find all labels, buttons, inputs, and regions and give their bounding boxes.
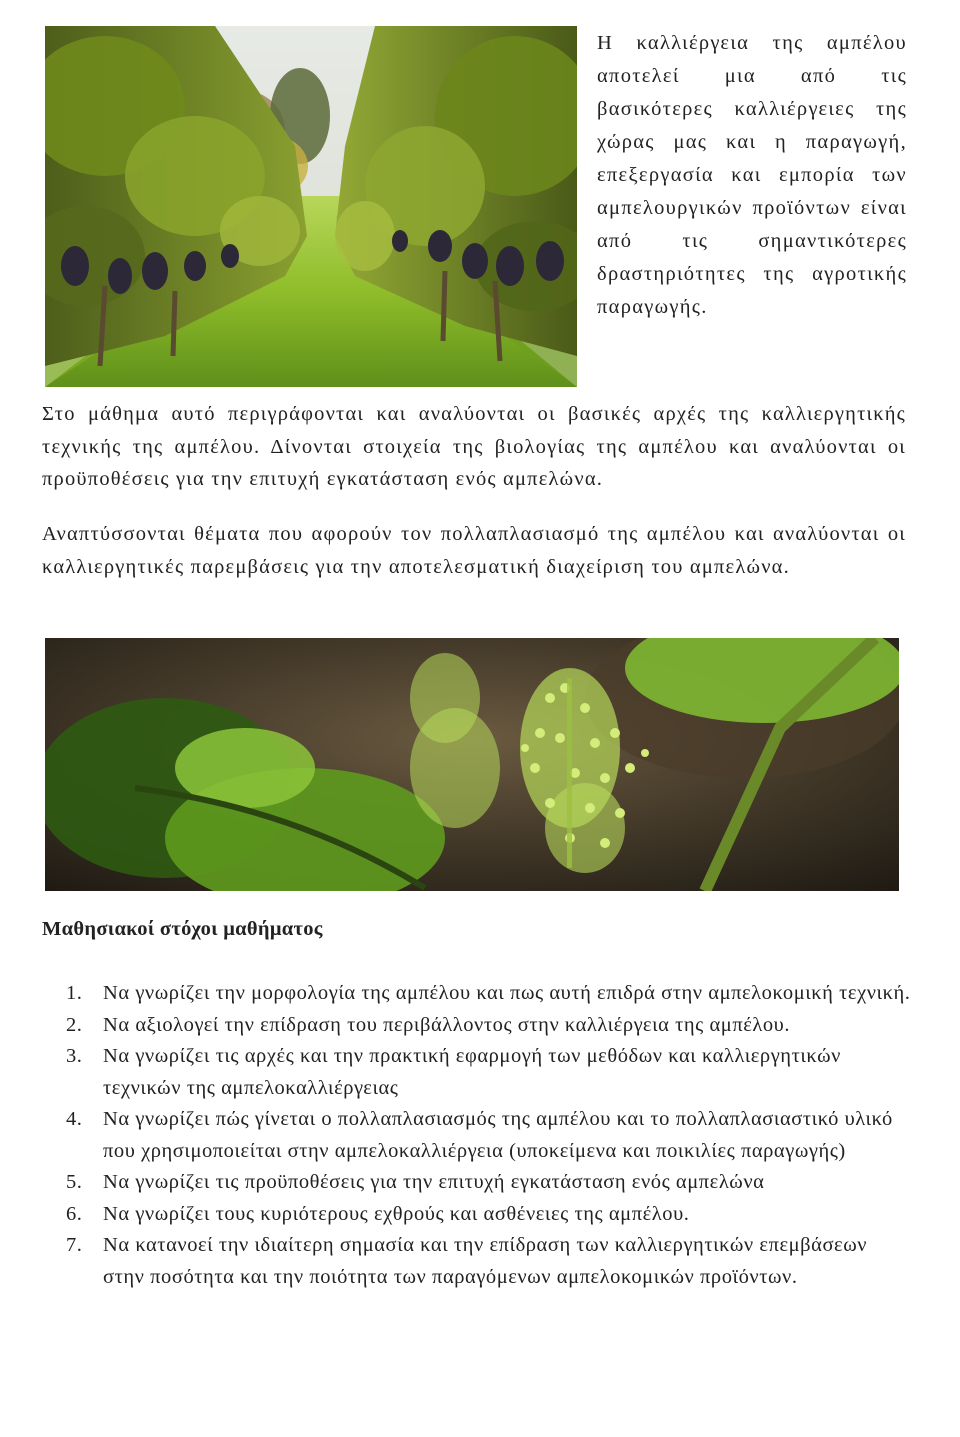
paragraph-propagation: Αναπτύσσονται θέματα που αφορούν τον πολλαπλασιασμό της αμπέλου και αναλύονται οι καλλιεργητικές παρεμβάσεις για την αποτελεσματική διαχείριση του αμπελώνα. <box>42 523 906 578</box>
goal-text: Να κατανοεί την ιδιαίτερη σημασία και την επίδραση των καλλιεργητικών επεμβάσεων στην ποσότητα και την ποιότητα των παραγόμενων αμπελοκομικών προϊόντων. <box>103 1234 868 1288</box>
paragraph-overview: Στο μάθημα αυτό περιγράφονται και αναλύονται οι βασικές αρχές της καλλιεργητικής τεχνικής της αμπέλου. Δίνονται στοιχεία της βιολογίας της αμπέλου και αναλύονται οι προϋποθέσεις για την επιτυχή εγκατάσταση ενός αμπελώνα. <box>42 403 906 490</box>
goal-text: Να γνωρίζει πώς γίνεται ο πολλαπλασιασμός της αμπέλου και το πολλαπλασιαστικό υλικό που χρησιμοποιείται στην αμπελοκαλλιέργεια (υποκείμενα και ποικιλίες παραγωγής) <box>103 1108 893 1162</box>
goal-number: 4. <box>66 1108 83 1130</box>
goal-number: 2. <box>66 1013 83 1036</box>
goal-item <box>42 1230 912 1293</box>
goal-number: 5. <box>66 1171 83 1193</box>
goal-number: 1. <box>66 982 83 1004</box>
goal-item <box>42 978 912 1010</box>
goal-number: 7. <box>66 1234 83 1256</box>
goal-item <box>42 1104 912 1167</box>
goals-list <box>42 978 912 1293</box>
goal-item <box>42 1199 912 1231</box>
goal-item <box>42 1010 912 1042</box>
goal-text: Να γνωρίζει τους κυριότερους εχθρούς και ασθένειες της αμπέλου. <box>103 1202 690 1225</box>
goal-item <box>42 1041 912 1104</box>
goal-item <box>42 1167 912 1199</box>
goal-text: Να γνωρίζει την μορφολογία της αμπέλου και πως αυτή επιδρά στην αμπελοκομική τεχνική. <box>103 982 911 1004</box>
goals-heading: Μαθησιακοί στόχοι μαθήματος <box>42 918 323 940</box>
goal-text: Να γνωρίζει τις προϋποθέσεις για την επιτυχή εγκατάσταση ενός αμπελώνα <box>103 1171 765 1193</box>
goal-text: Να γνωρίζει τις αρχές και την πρακτική εφαρμογή των μεθόδων και καλλιεργητικών τεχνικών της αμπελοκαλλιέργειας <box>103 1045 841 1099</box>
goal-number: 6. <box>66 1202 83 1225</box>
goal-number: 3. <box>66 1045 83 1067</box>
goal-text: Να αξιολογεί την επίδραση του περιβάλλοντος στην καλλιέργεια της αμπέλου. <box>103 1013 791 1036</box>
grape-flowers-photo <box>45 638 899 891</box>
intro-text: Η καλλιέργεια της αμπέλου αποτελεί μια από τις βασικότερες καλλιέργειες της χώρας μας και η παραγωγή, επεξεργασία και εμπορία των αμπελουργικών προϊόντων είναι από τις σημαντικότερες δραστηριότητες της αγροτικής παραγωγής. <box>597 32 907 318</box>
vineyard-photo <box>45 26 577 387</box>
